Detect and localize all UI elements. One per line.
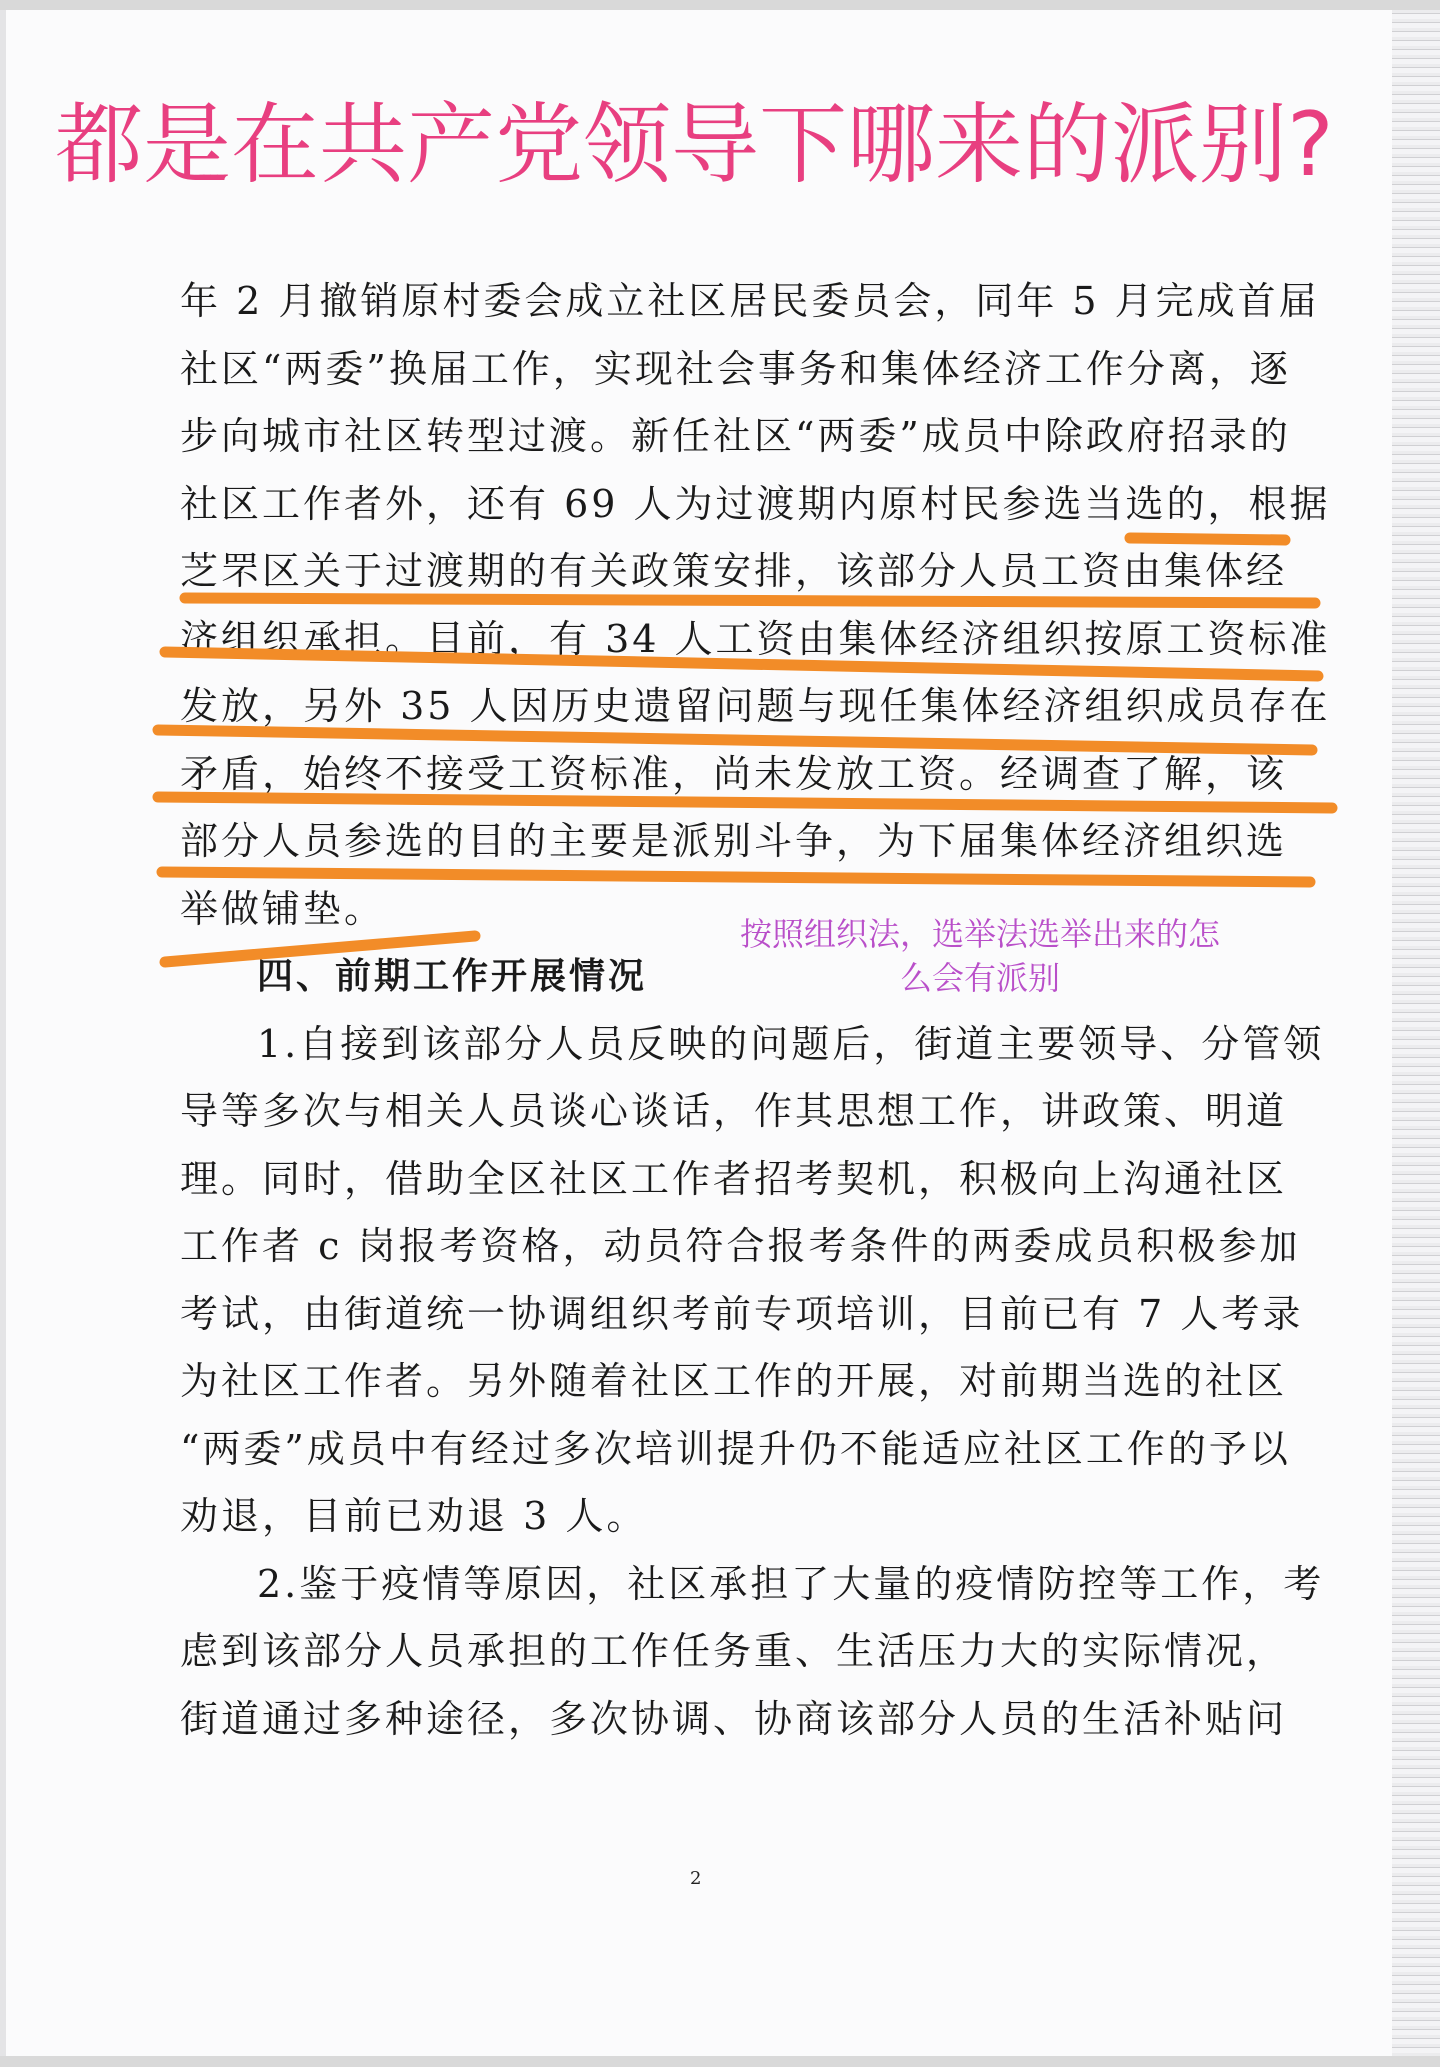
- text-line: 芝罘区关于过渡期的有关政策安排，该部分人员工资由集体经: [180, 549, 1288, 593]
- text-line: “两委”成员中有经过多次培训提升仍不能适应社区工作的予以: [180, 1426, 1291, 1471]
- highlight-stroke: [165, 652, 1318, 676]
- text-line: 考试，由街道统一协调组织考前专项培训，目前已有 7 人考录: [180, 1291, 1304, 1336]
- annotation-comment: [680, 912, 1280, 1000]
- highlight-stroke: [185, 598, 1315, 603]
- annotation-line: 么会有派别: [899, 959, 1060, 997]
- annotation-line: 按照组织法，选举法选举出来的怎: [739, 915, 1220, 953]
- text-line: 工作者 c 岗报考资格，动员符合报考条件的两委成员积极参加: [180, 1224, 1301, 1268]
- highlight-stroke: [158, 730, 1312, 750]
- text-line: 为社区工作者。另外随着社区工作的开展，对前期当选的社区: [180, 1359, 1288, 1403]
- text-line: 街道通过多种途径，多次协调、协商该部分人员的生活补贴问: [180, 1696, 1288, 1741]
- page-number: 2: [690, 1868, 702, 1889]
- highlight-stroke: [1130, 538, 1285, 540]
- text-line: 社区工作者外，还有 69 人为过渡期内原村民参选当选的，根据: [180, 481, 1331, 526]
- section-heading: 四、前期工作开展情况: [257, 956, 648, 997]
- text-line: 理。同时，借助全区社区工作者招考契机，积极向上沟通社区: [180, 1156, 1288, 1201]
- overlay-headline: 都是在共产党领导下哪来的派别?: [55, 93, 1334, 196]
- text-line: 矛盾，始终不接受工资标准，尚未发放工资。经调查了解，该: [180, 751, 1288, 796]
- text-line: 部分人员参选的目的主要是派别斗争，为下届集体经济组织选: [180, 819, 1288, 863]
- highlight-stroke: [165, 936, 475, 962]
- text-line: 1.自接到该部分人员反映的问题后，街道主要领导、分管领: [257, 1021, 1325, 1066]
- text-line: 虑到该部分人员承担的工作任务重、生活压力大的实际情况，: [180, 1629, 1288, 1673]
- text-line: 发放，另外 35 人因历史遗留问题与现任集体经济组织成员存在: [180, 684, 1331, 728]
- highlight-stroke: [158, 797, 1332, 808]
- text-line: 社区“两委”换届工作，实现社会事务和集体经济工作分离，逐: [180, 346, 1291, 391]
- text-line: 年 2 月撤销原村委会成立社区居民委员会，同年 5 月完成首届: [180, 279, 1320, 323]
- text-line: 举做铺垫。: [180, 886, 386, 931]
- text-line: 劝退，目前已劝退 3 人。: [180, 1494, 648, 1538]
- text-line: 济组织承担。目前，有 34 人工资由集体经济组织按原工资标准: [180, 616, 1331, 661]
- highlight-stroke: [162, 872, 1310, 882]
- text-line: 步向城市社区转型过渡。新任社区“两委”成员中除政府招录的: [180, 414, 1291, 458]
- text-line: 导等多次与相关人员谈心谈话，作其思想工作，讲政策、明道: [180, 1089, 1288, 1133]
- text-line: 2.鉴于疫情等原因，社区承担了大量的疫情防控等工作，考: [257, 1561, 1325, 1606]
